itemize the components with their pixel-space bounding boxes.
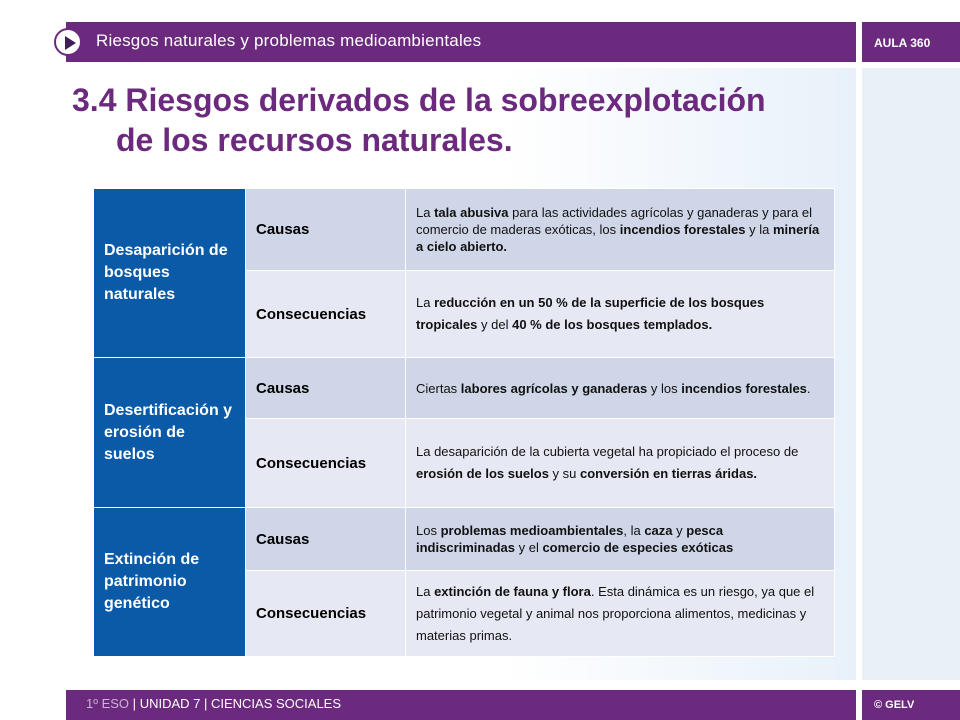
side-panel (862, 68, 960, 680)
description-cell: Ciertas labores agrícolas y ganaderas y los incendios forestales. (406, 358, 835, 419)
type-cell: Consecuencias (246, 571, 406, 657)
type-cell: Consecuencias (246, 271, 406, 358)
type-cell: Consecuencias (246, 419, 406, 508)
description-cell: Los problemas medioambientales, la caza y pesca indiscriminadas y el comercio de especies exóticas (406, 508, 835, 571)
description-cell: La extinción de fauna y flora. Esta dinámica es un riesgo, ya que el patrimonio vegetal y animal nos proporciona alimentos, medicinas y materias primas. (406, 571, 835, 657)
footer-subject: | CIENCIAS SOCIALES (204, 696, 342, 711)
copyright-box (862, 690, 960, 720)
footer-separator: | (132, 696, 137, 711)
title-line-1: 3.4 Riesgos derivados de la sobreexplotación (72, 82, 766, 118)
description-cell: La tala abusiva para las actividades agrícolas y ganaderas y para el comercio de maderas exóticas, los incendios forestales y la minería a cielo abierto. (406, 189, 835, 271)
footer-unit: UNIDAD 7 (139, 696, 201, 711)
table-row (94, 508, 835, 571)
page-title (72, 80, 852, 160)
risks-table (93, 188, 835, 657)
table-row (94, 358, 835, 419)
brand-box (862, 22, 960, 62)
description-cell: La reducción en un 50 % de la superficie de los bosques tropicales y del 40 % de los bosques templados. (406, 271, 835, 358)
description-cell: La desaparición de la cubierta vegetal ha propiciado el proceso de erosión de los suelos y su conversión en tierras áridas. (406, 419, 835, 508)
footer-text (86, 696, 341, 711)
header-title: Riesgos naturales y problemas medioambientales (96, 31, 482, 50)
type-cell: Causas (246, 358, 406, 419)
type-cell: Causas (246, 189, 406, 271)
type-cell: Causas (246, 508, 406, 571)
header-bar (66, 22, 856, 62)
copyright-label: © GELV (874, 699, 915, 711)
footer-bar (66, 690, 856, 720)
category-cell: Extinción de patrimonio genético (94, 508, 246, 657)
category-cell: Desaparición de bosques naturales (94, 189, 246, 358)
table-row (94, 189, 835, 271)
play-icon[interactable] (54, 28, 82, 56)
category-cell: Desertificación y erosión de suelos (94, 358, 246, 508)
brand-label: AULA 360 (874, 36, 931, 50)
footer-grade: 1º ESO (86, 696, 130, 711)
title-line-2: de los recursos naturales. (116, 122, 513, 158)
